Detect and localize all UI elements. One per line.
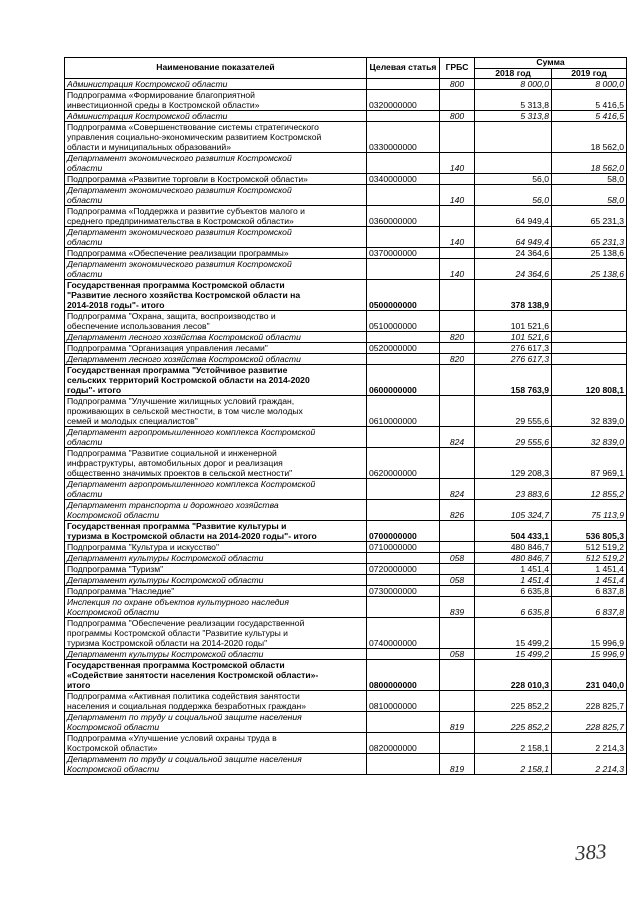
row-name-line: Департамент культуры Костромской области xyxy=(67,649,264,659)
row-name-line: Костромской области» xyxy=(67,743,158,753)
header-sum: Сумма xyxy=(475,58,627,69)
row-name-line: Государственная программа "Развитие культуры и xyxy=(67,521,287,531)
row-name xyxy=(65,660,367,691)
table-row xyxy=(65,575,627,586)
row-target-article: 0610000000 xyxy=(367,396,440,427)
row-target-article: 0710000000 xyxy=(367,542,440,553)
row-name xyxy=(65,597,367,618)
row-name-line: Государственная программа "Устойчивое развитие xyxy=(67,365,288,375)
row-name-line: Подпрограмма «Обеспечение реализации программы» xyxy=(67,248,289,258)
row-grbs xyxy=(440,343,475,354)
row-name-line: Департамент культуры Костромской области xyxy=(67,553,264,563)
row-name-line: Департамент экономического развития Костромской xyxy=(67,153,292,163)
row-name-line: Государственная программа Костромской области xyxy=(67,660,285,670)
row-grbs xyxy=(440,174,475,185)
row-sum-2019 xyxy=(552,280,627,311)
table-row xyxy=(65,649,627,660)
row-name-line: Администрация Костромской области xyxy=(67,111,228,121)
row-name-line: Подпрограмма "Культура и искусство" xyxy=(67,542,220,552)
row-grbs xyxy=(440,691,475,712)
row-name xyxy=(65,365,367,396)
row-sum-2019: 512 519,2 xyxy=(552,553,627,564)
row-sum-2018: 15 499,2 xyxy=(475,618,552,649)
header-year-2019: 2019 год xyxy=(552,68,627,79)
row-name xyxy=(65,122,367,153)
row-name-line: Костромской области xyxy=(67,722,160,732)
row-target-article xyxy=(367,332,440,343)
row-sum-2019: 65 231,3 xyxy=(552,227,627,248)
row-sum-2019: 12 855,2 xyxy=(552,479,627,500)
row-sum-2019: 8 000,0 xyxy=(552,79,627,90)
row-sum-2019: 58,0 xyxy=(552,185,627,206)
row-name-line: Подпрограмма "Охрана, защита, воспроизводство и xyxy=(67,311,276,321)
row-target-article xyxy=(367,754,440,775)
row-sum-2019 xyxy=(552,343,627,354)
row-name xyxy=(65,111,367,122)
row-sum-2018: 228 010,3 xyxy=(475,660,552,691)
table-row xyxy=(65,553,627,564)
row-sum-2018: 276 617,3 xyxy=(475,343,552,354)
row-name-line: области xyxy=(67,269,103,279)
row-target-article xyxy=(367,597,440,618)
row-name xyxy=(65,248,367,259)
row-name-line: области xyxy=(67,437,103,447)
row-name-line: области xyxy=(67,163,103,173)
row-sum-2019 xyxy=(552,311,627,332)
row-name xyxy=(65,564,367,575)
row-grbs xyxy=(440,311,475,332)
row-name xyxy=(65,354,367,365)
row-sum-2018: 24 364,6 xyxy=(475,248,552,259)
row-name-line: Администрация Костромской области xyxy=(67,79,228,89)
row-name-line: "Развитие лесного хозяйства Костромской области на xyxy=(67,290,301,300)
row-grbs: 839 xyxy=(440,597,475,618)
row-name xyxy=(65,754,367,775)
table-row xyxy=(65,754,627,775)
row-sum-2018 xyxy=(475,153,552,174)
row-name-line: 2014-2018 годы"- итого xyxy=(67,300,165,310)
table-row xyxy=(65,259,627,280)
row-target-article xyxy=(367,649,440,660)
row-grbs: 058 xyxy=(440,553,475,564)
row-sum-2019: 6 837,8 xyxy=(552,586,627,597)
row-sum-2018: 29 555,6 xyxy=(475,427,552,448)
row-grbs xyxy=(440,660,475,691)
row-grbs xyxy=(440,280,475,311)
row-name-line: Подпрограмма «Улучшение условий охраны труда в xyxy=(67,733,277,743)
budget-table xyxy=(64,57,627,775)
row-name-line: Подпрограмма «Формирование благоприятной xyxy=(67,90,255,100)
row-name-line: Государственная программа Костромской области xyxy=(67,280,285,290)
table-row xyxy=(65,427,627,448)
row-target-article: 0600000000 xyxy=(367,365,440,396)
row-target-article: 0360000000 xyxy=(367,206,440,227)
row-name-line: управления социально-экономическим развитием Костромской xyxy=(67,132,322,142)
table-body xyxy=(65,79,627,775)
row-sum-2019 xyxy=(552,332,627,343)
row-name xyxy=(65,90,367,111)
row-sum-2018: 276 617,3 xyxy=(475,354,552,365)
row-target-article: 0700000000 xyxy=(367,521,440,542)
row-sum-2018: 15 499,2 xyxy=(475,649,552,660)
row-target-article xyxy=(367,153,440,174)
row-name-line: годы"- итого xyxy=(67,385,122,395)
row-name-line: общественно значимых проектов в сельской местности" xyxy=(67,468,293,478)
table-header xyxy=(65,58,627,79)
row-grbs xyxy=(440,206,475,227)
row-name-line: Подпрограмма "Организация управления лесами" xyxy=(67,343,268,353)
row-name-line: Костромской области xyxy=(67,764,160,774)
row-grbs xyxy=(440,542,475,553)
table-row xyxy=(65,618,627,649)
row-name xyxy=(65,575,367,586)
row-sum-2019: 512 519,2 xyxy=(552,542,627,553)
table-row xyxy=(65,227,627,248)
row-target-article xyxy=(367,479,440,500)
row-sum-2018: 6 635,8 xyxy=(475,597,552,618)
row-grbs xyxy=(440,396,475,427)
row-name xyxy=(65,500,367,521)
row-sum-2018: 1 451,4 xyxy=(475,564,552,575)
row-name xyxy=(65,79,367,90)
row-target-article: 0340000000 xyxy=(367,174,440,185)
table-row xyxy=(65,396,627,427)
row-sum-2018: 56,0 xyxy=(475,174,552,185)
row-name-line: программы Костромской области "Развитие культуры и xyxy=(67,628,288,638)
row-sum-2018: 225 852,2 xyxy=(475,712,552,733)
row-name-line: области и муниципальных образований» xyxy=(67,142,231,152)
row-grbs xyxy=(440,521,475,542)
row-target-article: 0730000000 xyxy=(367,586,440,597)
row-name xyxy=(65,712,367,733)
row-sum-2018: 480 846,7 xyxy=(475,542,552,553)
row-name-line: Департамент транспорта и дорожного хозяйства xyxy=(67,500,279,510)
row-sum-2018: 225 852,2 xyxy=(475,691,552,712)
row-target-article: 0820000000 xyxy=(367,733,440,754)
row-grbs: 819 xyxy=(440,754,475,775)
row-sum-2018: 64 949,4 xyxy=(475,206,552,227)
row-target-article: 0370000000 xyxy=(367,248,440,259)
row-name-line: туризма в Костромской области на 2014-2020 годы"- итого xyxy=(67,531,317,541)
row-sum-2018: 24 364,6 xyxy=(475,259,552,280)
row-sum-2019: 18 562,0 xyxy=(552,122,627,153)
row-grbs: 820 xyxy=(440,332,475,343)
row-sum-2019: 58,0 xyxy=(552,174,627,185)
table-row xyxy=(65,332,627,343)
row-grbs: 058 xyxy=(440,649,475,660)
row-sum-2019: 5 416,5 xyxy=(552,90,627,111)
row-sum-2019: 15 996,9 xyxy=(552,618,627,649)
row-grbs xyxy=(440,618,475,649)
row-grbs xyxy=(440,90,475,111)
table-row xyxy=(65,185,627,206)
row-sum-2018: 158 763,9 xyxy=(475,365,552,396)
row-sum-2019: 5 416,5 xyxy=(552,111,627,122)
row-grbs: 824 xyxy=(440,427,475,448)
row-target-article xyxy=(367,79,440,90)
row-name-line: области xyxy=(67,195,103,205)
row-target-article xyxy=(367,427,440,448)
header-grbs: ГРБС xyxy=(440,58,475,79)
table-row xyxy=(65,354,627,365)
table-row xyxy=(65,365,627,396)
row-grbs: 140 xyxy=(440,259,475,280)
row-sum-2018: 29 555,6 xyxy=(475,396,552,427)
row-grbs: 826 xyxy=(440,500,475,521)
row-name xyxy=(65,227,367,248)
row-target-article xyxy=(367,227,440,248)
row-grbs xyxy=(440,365,475,396)
table-row xyxy=(65,280,627,311)
row-name xyxy=(65,618,367,649)
row-target-article: 0720000000 xyxy=(367,564,440,575)
row-name-line: Костромской области xyxy=(67,607,160,617)
table-row xyxy=(65,712,627,733)
row-name xyxy=(65,553,367,564)
row-grbs xyxy=(440,733,475,754)
row-target-article: 0620000000 xyxy=(367,448,440,479)
row-sum-2018 xyxy=(475,122,552,153)
row-name-line: Подпрограмма "Обеспечение реализации государственной xyxy=(67,618,305,628)
row-name-line: Департамент по труду и социальной защите населения xyxy=(67,712,302,722)
row-sum-2019: 228 825,7 xyxy=(552,691,627,712)
row-name-line: обеспечение использования лесов" xyxy=(67,321,210,331)
table-row xyxy=(65,733,627,754)
row-sum-2018: 105 324,7 xyxy=(475,500,552,521)
header-year-2018: 2018 год xyxy=(475,68,552,79)
table-row xyxy=(65,90,627,111)
row-name-line: области xyxy=(67,237,103,247)
table-row xyxy=(65,79,627,90)
table-row xyxy=(65,521,627,542)
row-sum-2019: 1 451,4 xyxy=(552,564,627,575)
row-grbs xyxy=(440,586,475,597)
row-name-line: туризма Костромской области на 2014-2020 годы" xyxy=(67,638,268,648)
row-name-line: Подпрограмма «Поддержка и развитие субъектов малого и xyxy=(67,206,305,216)
row-name-line: Подпрограмма «Активная политика содействия занятости xyxy=(67,691,300,701)
row-sum-2018: 504 433,1 xyxy=(475,521,552,542)
row-sum-2018: 23 883,6 xyxy=(475,479,552,500)
row-name-line: Департамент по труду и социальной защите населения xyxy=(67,754,302,764)
row-name-line: Департамент агропромышленного комплекса Костромской xyxy=(67,427,316,437)
row-name-line: «Содействие занятости населения Костромской области»- xyxy=(67,670,319,680)
row-sum-2018: 8 000,0 xyxy=(475,79,552,90)
row-name xyxy=(65,206,367,227)
table-row xyxy=(65,586,627,597)
row-sum-2019: 87 969,1 xyxy=(552,448,627,479)
row-name-line: проживающих в сельской местности, в том числе молодых xyxy=(67,406,303,416)
row-target-article: 0320000000 xyxy=(367,90,440,111)
row-name xyxy=(65,174,367,185)
row-sum-2019: 15 996,9 xyxy=(552,649,627,660)
row-sum-2019: 2 214,3 xyxy=(552,733,627,754)
row-sum-2019: 1 451,4 xyxy=(552,575,627,586)
table-row xyxy=(65,174,627,185)
row-target-article: 0510000000 xyxy=(367,311,440,332)
row-target-article xyxy=(367,575,440,586)
row-sum-2019: 6 837,8 xyxy=(552,597,627,618)
row-sum-2018: 56,0 xyxy=(475,185,552,206)
row-target-article: 0740000000 xyxy=(367,618,440,649)
row-target-article: 0500000000 xyxy=(367,280,440,311)
row-grbs xyxy=(440,448,475,479)
row-sum-2018: 101 521,6 xyxy=(475,311,552,332)
row-name-line: итого xyxy=(67,680,91,690)
row-target-article: 0800000000 xyxy=(367,660,440,691)
row-name-line: Департамент лесного хозяйства Костромской области xyxy=(67,332,301,342)
row-name-line: Департамент культуры Костромской области xyxy=(67,575,264,585)
row-grbs: 140 xyxy=(440,185,475,206)
handwritten-page-number: 383 xyxy=(574,838,608,866)
row-sum-2019: 75 113,9 xyxy=(552,500,627,521)
row-target-article xyxy=(367,259,440,280)
table-row xyxy=(65,153,627,174)
row-grbs xyxy=(440,564,475,575)
row-sum-2019: 32 839,0 xyxy=(552,396,627,427)
row-name xyxy=(65,280,367,311)
row-sum-2019: 65 231,3 xyxy=(552,206,627,227)
row-sum-2018: 129 208,3 xyxy=(475,448,552,479)
table-row xyxy=(65,660,627,691)
row-grbs: 058 xyxy=(440,575,475,586)
table-row xyxy=(65,248,627,259)
header-target-article: Целевая статья xyxy=(367,58,440,79)
table-row xyxy=(65,479,627,500)
row-name-line: Подпрограмма "Улучшение жилищных условий граждан, xyxy=(67,396,295,406)
table-row xyxy=(65,311,627,332)
row-name xyxy=(65,332,367,343)
row-sum-2019: 18 562,0 xyxy=(552,153,627,174)
table-row xyxy=(65,122,627,153)
row-grbs xyxy=(440,122,475,153)
table-row xyxy=(65,448,627,479)
row-sum-2018: 1 451,4 xyxy=(475,575,552,586)
table-row xyxy=(65,597,627,618)
row-grbs: 800 xyxy=(440,79,475,90)
row-sum-2018: 64 949,4 xyxy=(475,227,552,248)
row-name-line: населения и социальная поддержка безработных граждан» xyxy=(67,701,307,711)
row-name xyxy=(65,649,367,660)
row-name xyxy=(65,185,367,206)
row-name-line: Подпрограмма "Наследие" xyxy=(67,586,175,596)
row-sum-2019: 228 825,7 xyxy=(552,712,627,733)
row-name-line: инфраструктуры, автомобильных дорог и реализация xyxy=(67,458,283,468)
row-grbs: 824 xyxy=(440,479,475,500)
row-name-line: области xyxy=(67,489,103,499)
row-target-article xyxy=(367,111,440,122)
row-grbs xyxy=(440,248,475,259)
row-target-article xyxy=(367,553,440,564)
row-sum-2018: 2 158,1 xyxy=(475,754,552,775)
row-sum-2018: 101 521,6 xyxy=(475,332,552,343)
row-grbs: 800 xyxy=(440,111,475,122)
row-grbs: 820 xyxy=(440,354,475,365)
table-row xyxy=(65,206,627,227)
row-name-line: Подпрограмма "Развитие социальной и инженерной xyxy=(67,448,277,458)
row-target-article xyxy=(367,500,440,521)
table-row xyxy=(65,691,627,712)
row-name-line: Департамент экономического развития Костромской xyxy=(67,259,292,269)
row-name xyxy=(65,586,367,597)
row-sum-2018: 2 158,1 xyxy=(475,733,552,754)
row-grbs: 140 xyxy=(440,227,475,248)
row-sum-2018: 5 313,8 xyxy=(475,111,552,122)
row-name xyxy=(65,521,367,542)
row-grbs: 140 xyxy=(440,153,475,174)
row-sum-2018: 6 635,8 xyxy=(475,586,552,597)
row-name-line: Подпрограмма «Совершенствование системы стратегического xyxy=(67,122,319,132)
row-name xyxy=(65,311,367,332)
row-name xyxy=(65,427,367,448)
row-name-line: Подпрограмма "Туризм" xyxy=(67,564,164,574)
row-sum-2019: 32 839,0 xyxy=(552,427,627,448)
row-name-line: Департамент экономического развития Костромской xyxy=(67,185,292,195)
table-row xyxy=(65,343,627,354)
row-sum-2019: 231 040,0 xyxy=(552,660,627,691)
row-name xyxy=(65,691,367,712)
row-name-line: Подпрограмма «Развитие торговли в Костромской области» xyxy=(67,174,308,184)
row-sum-2019: 25 138,6 xyxy=(552,248,627,259)
row-sum-2018: 378 138,9 xyxy=(475,280,552,311)
table-row xyxy=(65,111,627,122)
row-sum-2019: 2 214,3 xyxy=(552,754,627,775)
row-name xyxy=(65,153,367,174)
row-name-line: среднего предпринимательства в Костромской области» xyxy=(67,216,294,226)
row-name-line: Костромской области xyxy=(67,510,160,520)
row-name-line: Департамент агропромышленного комплекса Костромской xyxy=(67,479,316,489)
row-target-article: 0330000000 xyxy=(367,122,440,153)
row-name xyxy=(65,448,367,479)
row-target-article: 0520000000 xyxy=(367,343,440,354)
row-name xyxy=(65,479,367,500)
row-target-article: 0810000000 xyxy=(367,691,440,712)
row-sum-2019 xyxy=(552,354,627,365)
row-sum-2018: 5 313,8 xyxy=(475,90,552,111)
header-name: Наименование показателей xyxy=(65,58,367,79)
row-name xyxy=(65,396,367,427)
table-row xyxy=(65,500,627,521)
table-row xyxy=(65,542,627,553)
row-target-article xyxy=(367,354,440,365)
row-name xyxy=(65,343,367,354)
row-sum-2019: 120 808,1 xyxy=(552,365,627,396)
row-sum-2019: 25 138,6 xyxy=(552,259,627,280)
row-name xyxy=(65,733,367,754)
row-grbs: 819 xyxy=(440,712,475,733)
row-name-line: инвестиционной среды в Костромской области» xyxy=(67,100,260,110)
row-name-line: сельских территорий Костромской области на 2014-2020 xyxy=(67,375,310,385)
row-sum-2018: 480 846,7 xyxy=(475,553,552,564)
row-name xyxy=(65,259,367,280)
row-sum-2019: 536 805,3 xyxy=(552,521,627,542)
row-name-line: Департамент экономического развития Костромской xyxy=(67,227,292,237)
row-name-line: Департамент лесного хозяйства Костромской области xyxy=(67,354,301,364)
row-target-article xyxy=(367,712,440,733)
row-target-article xyxy=(367,185,440,206)
row-name-line: семей и молодых специалистов" xyxy=(67,416,198,426)
row-name xyxy=(65,542,367,553)
row-name-line: Инспекция по охране объектов культурного наследия xyxy=(67,597,289,607)
table-row xyxy=(65,564,627,575)
